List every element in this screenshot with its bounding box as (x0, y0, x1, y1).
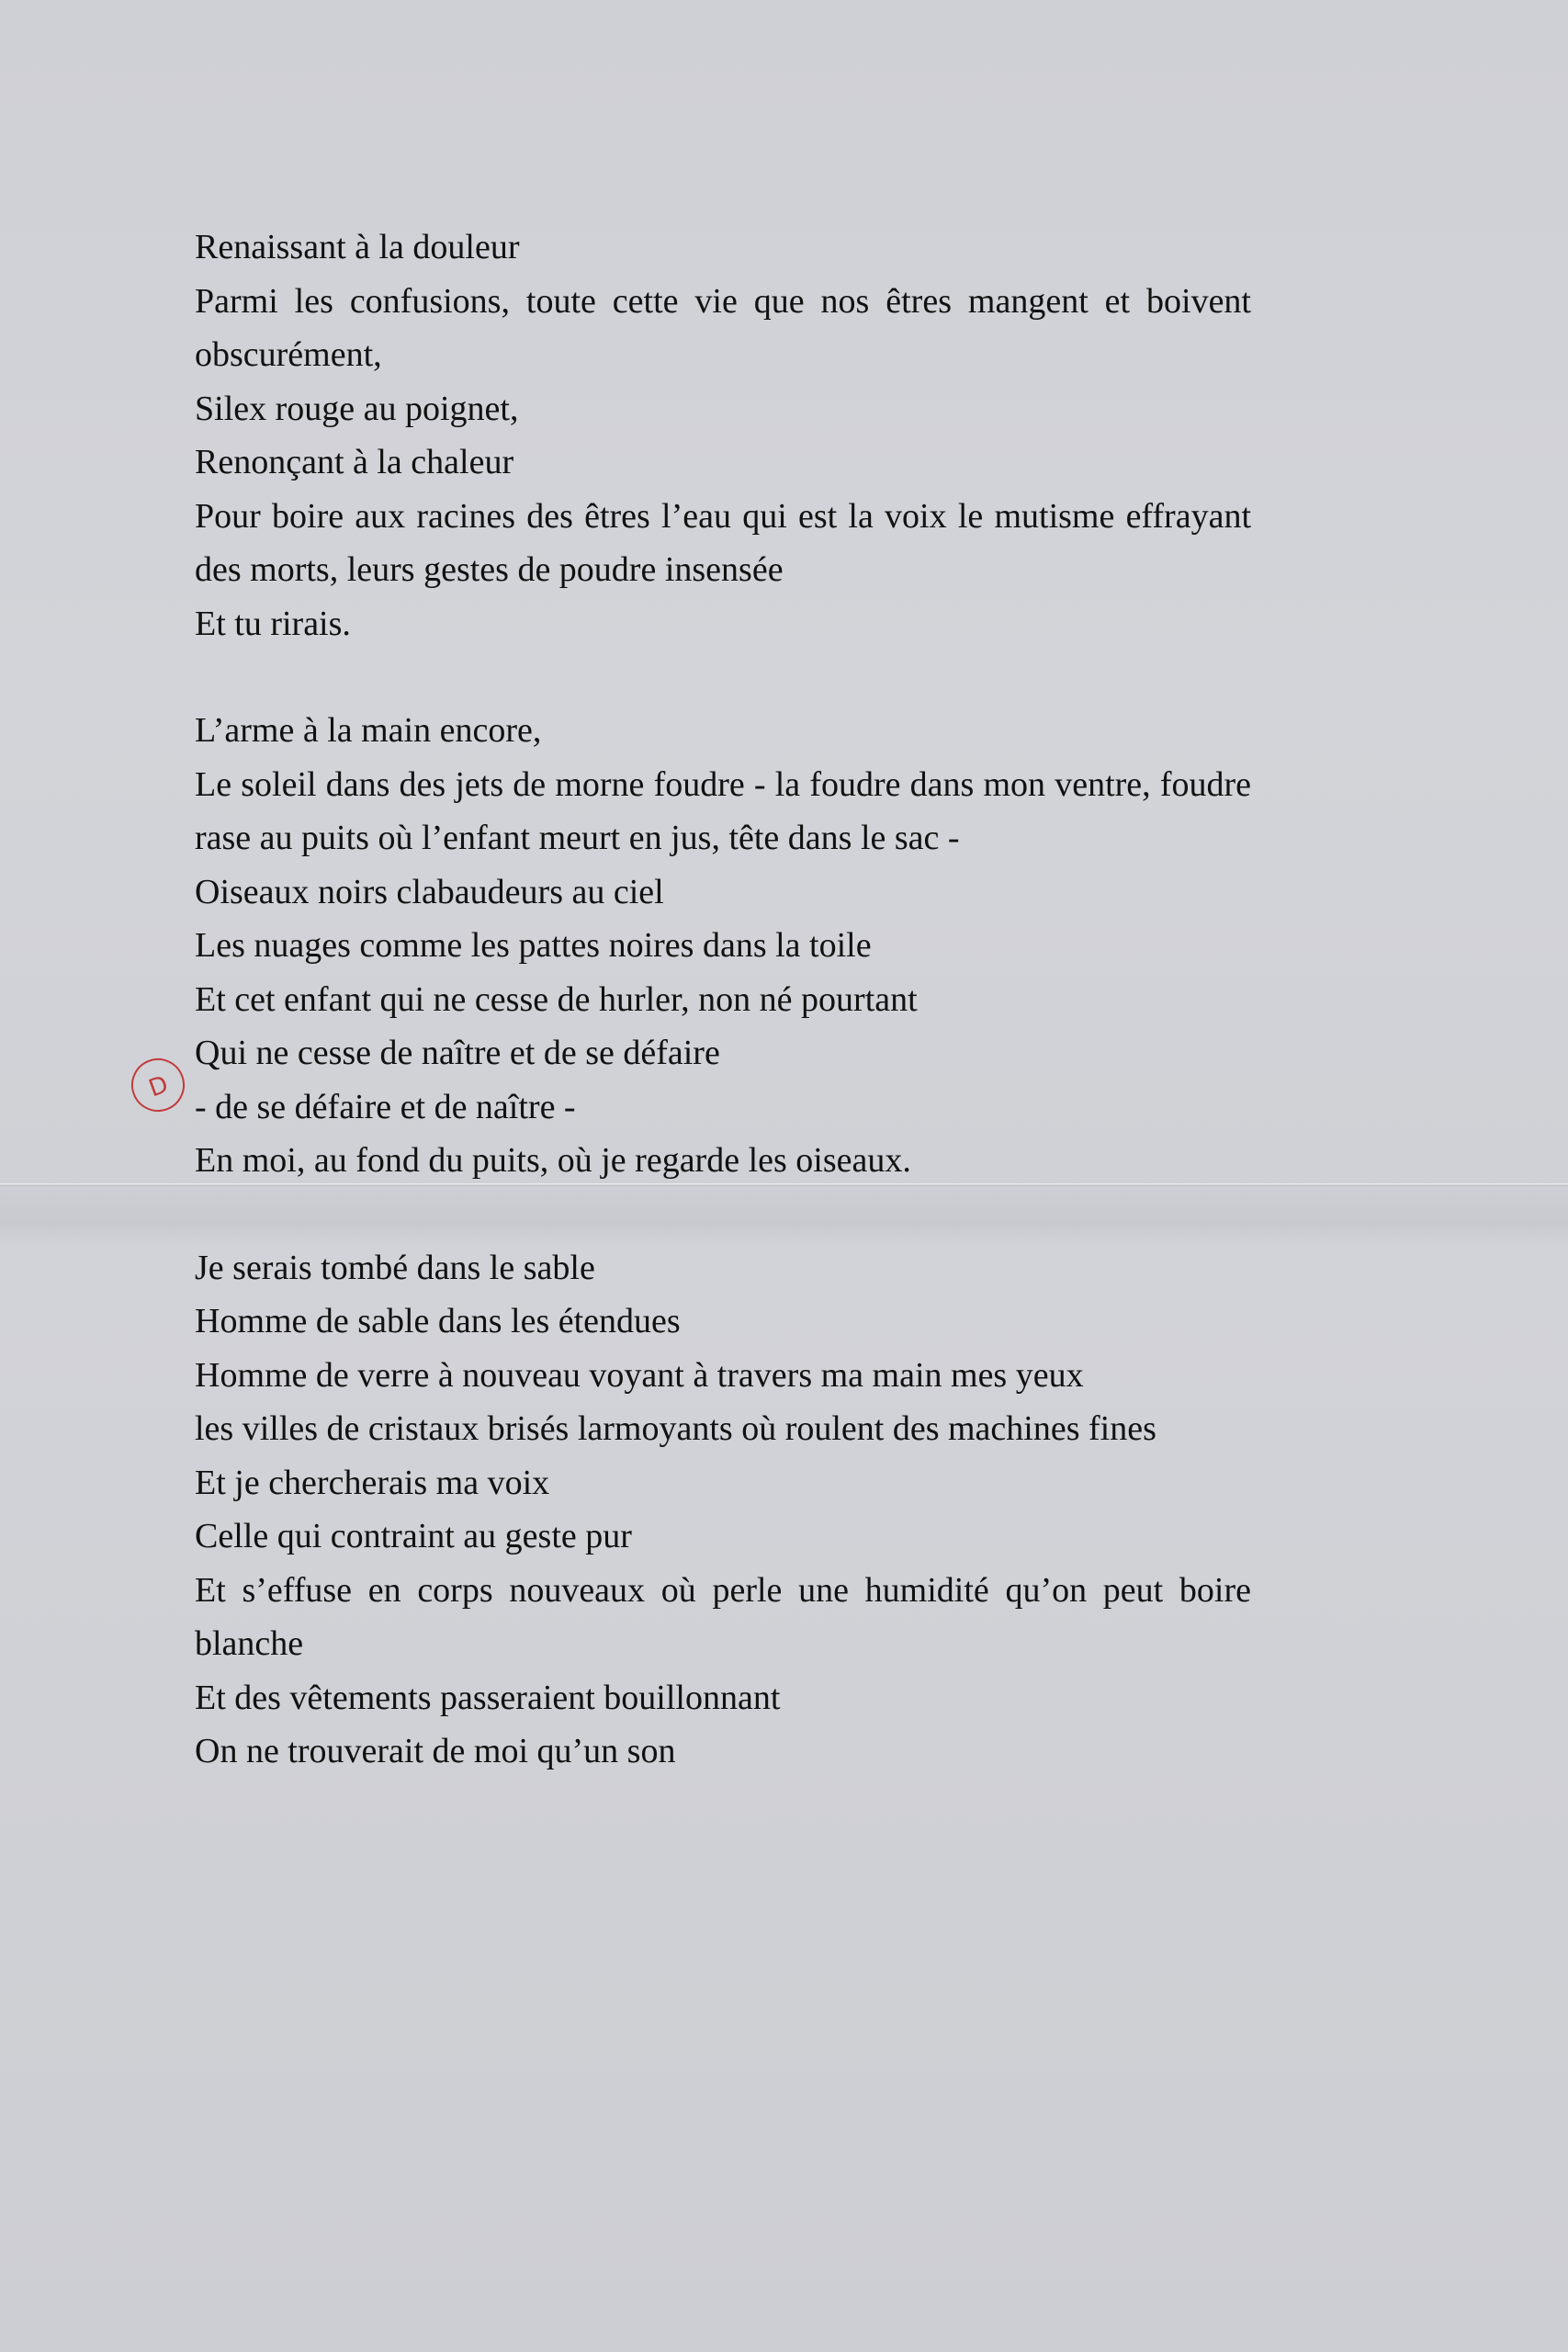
poem-line: On ne trouverait de moi qu’un son (195, 1732, 676, 1770)
red-stamp-mark: D (124, 1051, 192, 1119)
poem-line: Silex rouge au poignet, (195, 389, 519, 428)
poem-line: Qui ne cesse de naître et de se défaire (195, 1034, 720, 1072)
poem-line: Et s’effuse en corps nouveaux où perle une humidité qu’on peut boire blanche (195, 1570, 1251, 1663)
stanza-2 (195, 704, 1251, 1188)
poem-line: Le soleil dans des jets de morne foudre - la foudre dans mon ventre, foudre rase au puits où l’enfant meurt en jus, tête dans le sac - (195, 764, 1251, 857)
poem-line: les villes de cristaux brisés larmoyants où roulent des machines fines (195, 1409, 1156, 1448)
poem-line: Et je chercherais ma voix (195, 1463, 550, 1502)
poem-line: Et des vêtements passeraient bouillonnant (195, 1678, 781, 1717)
poem-line: Je serais tombé dans le sable (195, 1248, 595, 1287)
poem-line: Oiseaux noirs clabaudeurs au ciel (195, 872, 664, 911)
poem-line: Homme de verre à nouveau voyant à travers ma main mes yeux (195, 1355, 1084, 1395)
poem-line: En moi, au fond du puits, où je regarde les oiseaux. (195, 1141, 911, 1180)
poem-line: L’arme à la main encore, (195, 711, 542, 750)
poem-text (195, 220, 1251, 1832)
poem-line: Parmi les confusions, toute cette vie que nos êtres mangent et boivent obscurément, (195, 281, 1251, 374)
poem-line: Renaissant à la douleur (195, 228, 520, 266)
stanza-3 (195, 1241, 1251, 1779)
poem-line: Et cet enfant qui ne cesse de hurler, non né pourtant (195, 979, 918, 1019)
poem-line: Les nuages comme les pattes noires dans la toile (195, 926, 872, 965)
poem-line: Homme de sable dans les étendues (195, 1302, 681, 1340)
poem-line: Et tu rirais. (195, 604, 351, 643)
poem-line: Renonçant à la chaleur (195, 443, 514, 481)
poem-line: Pour boire aux racines des êtres l’eau qui est la voix le mutisme effrayant des morts, leurs gestes de poudre insensée (195, 496, 1251, 589)
stanza-1 (195, 220, 1251, 650)
poem-line: - de se défaire et de naître - (195, 1087, 576, 1126)
poem-line: Celle qui contraint au geste pur (195, 1517, 632, 1555)
